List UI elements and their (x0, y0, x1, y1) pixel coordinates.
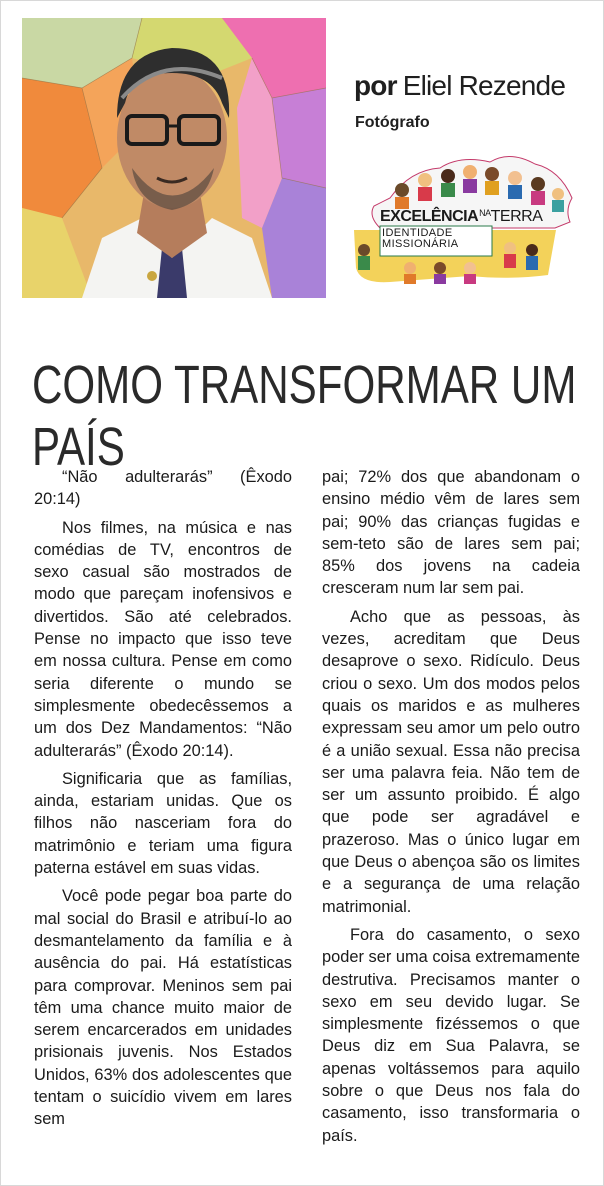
logo-terra: TERRA (490, 208, 543, 225)
byline (354, 70, 565, 102)
logo-missionaria: MISSIONÁRIA (382, 238, 459, 250)
logo-identidade: IDENTIDADE (382, 227, 453, 239)
paragraph: Você pode pegar boa parte do mal social do Brasil e atribuí-lo ao desmantelamento da família e à ausência do pai. Há estatísticas para comprovar. Meninos sem pai têm uma chance muito maior de serem encarcerados em unidades prisionais juvenis. Nos Estados Unidos, 63% dos adolescentes que tentam o suicídio vivem em lares sem (34, 887, 292, 1129)
paragraph: pai; 72% dos que abandonam o ensino médio vêm de lares sem pai; 90% das crianças fugidas e sem-teto são de lares sem pai; 85% dos jovens na cadeia cresceram num lar sem pai. (322, 468, 580, 598)
excelencia-na-terra-logo (350, 150, 576, 292)
article-title: COMO TRANSFORMAR UM PAÍS (32, 355, 577, 478)
paragraph: Acho que as pessoas, às vezes, acreditam que Deus desaprove o sexo. Ridículo. Deus criou o sexo. Um dos modos pelos quais os maridos e as mulheres expressam seu amor um pelo outro é a união sexual. Essa não precisa ser uma palavra feia. Não tem de ser um assunto proibido. É algo que pode ser agradável e prazeroso. Mas o único lugar em que Deus o abençoa são os limites e a segurança de uma relação matrimonial. (322, 607, 580, 916)
paragraph: Fora do casamento, o sexo poder ser uma coisa extremamente destrutiva. Precisamos manter o sexo em seu devido lugar. Se simplesmente fizéssemos o que Deus diz em Sua Palavra, se apenas voltássemos para aquilo sobre o que Deus nos fala do casamento, isso transformaria o país. (322, 925, 580, 1145)
logo-na: NA (479, 208, 491, 218)
article-body (34, 466, 580, 1153)
right-column (322, 466, 580, 1153)
author-role: Fotógrafo (355, 114, 430, 131)
author-photo (22, 18, 326, 298)
paragraph: Nos filmes, na música e nas comédias de TV, encontros de sexo casual são mostrados de modo que pareçam inofensivos e divertidos. São até celebrados. Pense no impacto que isso teve em nossa cultura. Pense em como seria diferente o mundo se simplesmente obedecêssemos a um dos Dez Mandamentos: “Não adulterarás” (Êxodo 20:14). (34, 518, 292, 760)
left-column (34, 466, 292, 1153)
logo-subtitle (382, 228, 459, 250)
logo-excelencia: EXCELÊNCIA (380, 208, 479, 225)
byline-prefix: por (354, 70, 397, 101)
logo-wordmark (380, 208, 542, 226)
author-name: Eliel Rezende (402, 70, 566, 101)
paragraph: Significaria que as famílias, ainda, estariam unidas. Que os filhos não nasceriam fora do matrimônio e teriam uma figura paterna estável em suas vidas. (34, 769, 292, 878)
author-portrait-illustration (22, 18, 326, 298)
paragraph: “Não adulterarás” (Êxodo 20:14) (34, 468, 292, 509)
column-header (0, 0, 604, 300)
